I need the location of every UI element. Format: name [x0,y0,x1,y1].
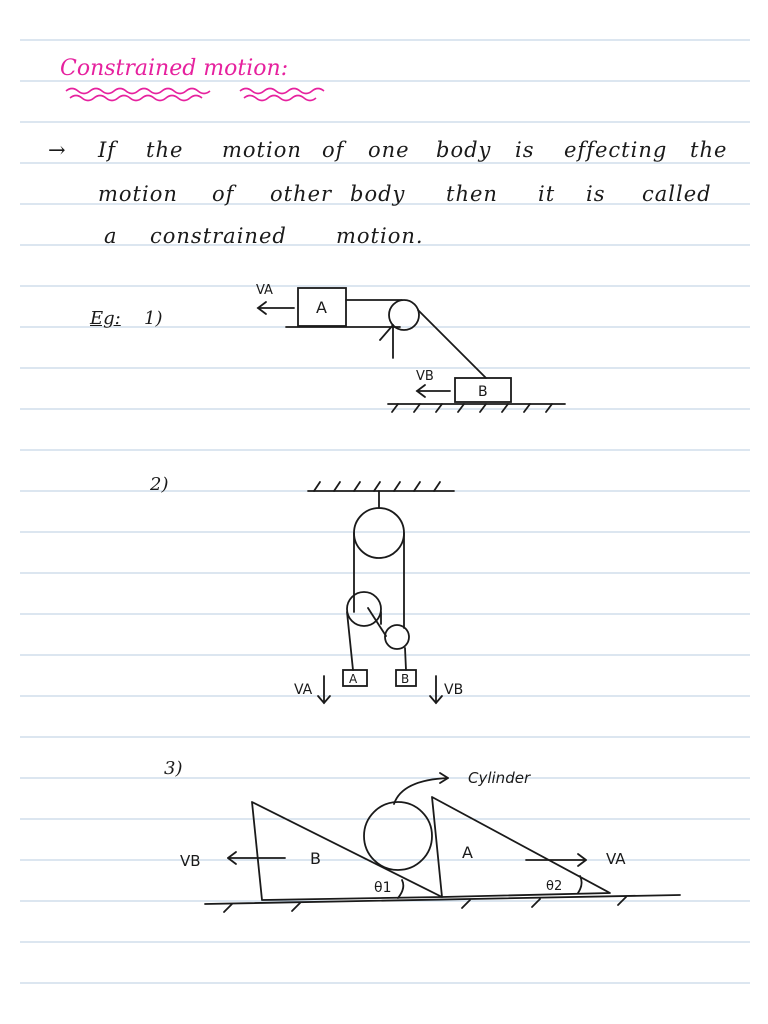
word: is [586,182,606,206]
word: body [436,138,492,162]
word: called [642,182,712,206]
word: then [446,182,498,206]
wedge-a-label: A [462,843,473,862]
word: other [270,182,333,206]
word: the [690,138,728,162]
velocity-b-label: VB [444,682,464,698]
word: body [350,182,406,206]
word: constrained [150,224,287,248]
wedge-a [432,797,610,897]
velocity-a-label: VA [606,850,626,868]
wedge-b-label: B [310,849,321,868]
theta-2-label: θ2 [546,879,563,894]
angle-arc-1 [398,880,403,898]
bullet-arrow: → [48,138,67,162]
word: effecting [564,138,668,162]
cylinder [364,802,432,870]
velocity-a-label: VA [256,283,273,298]
block-a-label: A [349,672,358,686]
cylinder-label: Cylinder [468,769,531,787]
velocity-b-label: VB [180,852,201,870]
word: If [98,138,117,162]
velocity-a-label: VA [294,682,313,698]
page-title: Constrained motion: [60,56,289,81]
block-b-label: B [478,384,488,400]
example-2-number: 2) [150,474,169,495]
word: is [515,138,535,162]
word: it [538,182,556,206]
example-3-number: 3) [164,758,183,779]
angle-arc-2 [578,876,582,893]
block-b-label: B [401,672,410,686]
velocity-b-label: VB [416,369,434,384]
word: motion [98,182,178,206]
cylinder-pointer [394,778,448,804]
word: motion. [336,224,424,248]
word: of [212,182,235,206]
wedge-b [252,802,442,900]
block-a-label: A [316,298,327,317]
theta-1-label: θ1 [374,880,392,896]
word: the [146,138,184,162]
word: of [322,138,345,162]
eg-label: Eg: [90,308,121,329]
example-1-number: 1) [144,308,163,329]
word: one [368,138,410,162]
word: a [104,224,118,248]
word: motion [222,138,302,162]
